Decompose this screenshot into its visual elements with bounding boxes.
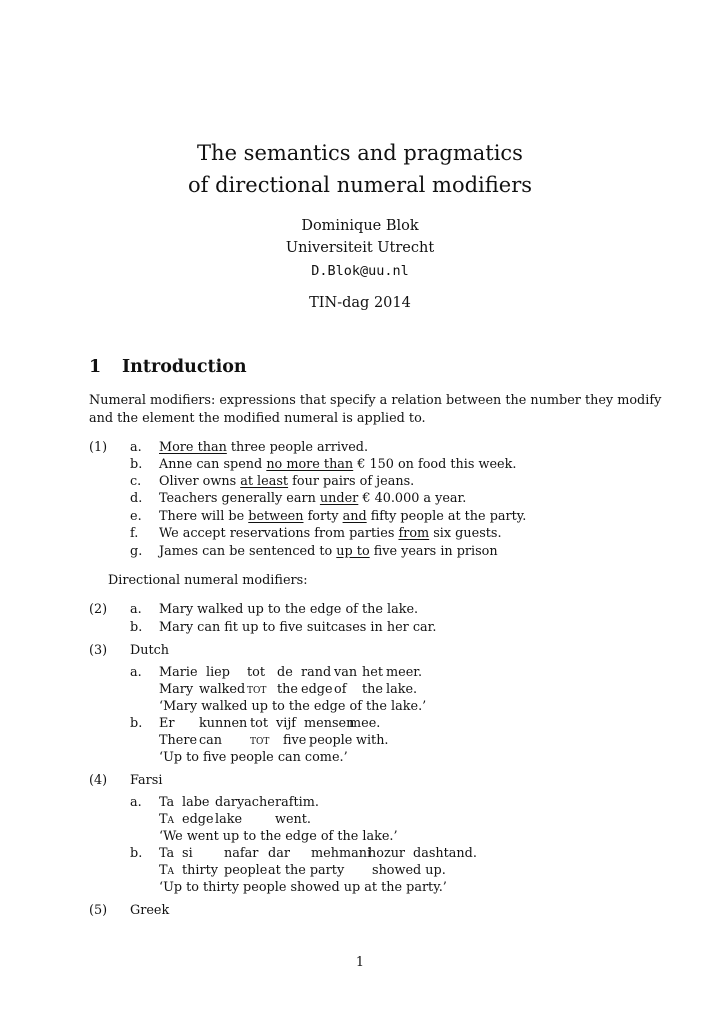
gloss-word: dashtand. <box>413 846 477 861</box>
language-label: Farsi <box>130 773 163 788</box>
event-name: TIN-dag 2014 <box>309 295 411 311</box>
gloss-translation: ‘Mary walked up to the edge of the lake.’ <box>159 699 427 714</box>
gloss-line <box>0 733 720 750</box>
gloss-word: van <box>334 665 358 680</box>
gloss-source-line <box>0 665 720 682</box>
example-number: (2) <box>89 602 108 617</box>
gloss-word: si <box>182 846 193 861</box>
language-label: Dutch <box>130 643 170 658</box>
example-number: (4) <box>89 773 108 788</box>
gloss-word: lake <box>215 812 243 827</box>
example-number: (3) <box>89 643 108 658</box>
gloss-word: people <box>309 733 353 748</box>
gloss-word: five <box>283 733 307 748</box>
gloss-line <box>0 682 720 699</box>
example-sentence: James can be sentenced to up to five years in prison <box>159 544 498 559</box>
gloss-word: hozur <box>368 846 406 861</box>
gloss-word: of <box>334 682 347 697</box>
intro-line-1: Numeral modifiers: expressions that specify a relation between the number they modify <box>89 393 662 408</box>
gloss-word: Er <box>159 716 175 731</box>
gloss-word: liep <box>206 665 230 680</box>
gloss-word: kunnen <box>199 716 248 731</box>
gloss-word: tot <box>250 716 268 731</box>
gloss-word: the <box>362 682 383 697</box>
gloss-word: de <box>277 665 293 680</box>
example-letter: a. <box>130 795 142 810</box>
example-letter: b. <box>130 457 143 472</box>
example-letter: b. <box>130 716 143 731</box>
example-letter: a. <box>130 440 142 455</box>
example-letter: g. <box>130 544 143 559</box>
gloss-word: labe <box>182 795 210 810</box>
example-letter: a. <box>130 602 142 617</box>
gloss-word: walked <box>199 682 246 697</box>
gloss-word: Ta <box>159 846 175 861</box>
gloss-word: There <box>159 733 198 748</box>
page-number: 1 <box>355 955 365 970</box>
paper-title-line-1: The semantics and pragmatics <box>197 141 523 165</box>
language-label: Greek <box>130 903 170 918</box>
section-title: Introduction <box>122 357 247 377</box>
gloss-word: with. <box>356 733 389 748</box>
gloss-word: Ta <box>159 795 175 810</box>
gloss-word: dar <box>268 846 290 861</box>
example-letter: e. <box>130 509 142 524</box>
gloss-word: can <box>199 733 223 748</box>
gloss-word: lake. <box>386 682 418 697</box>
paper-title-line-2: of directional numeral modifiers <box>187 173 533 197</box>
gloss-word: meer. <box>386 665 423 680</box>
gloss-word: nafar <box>224 846 259 861</box>
example-letter: c. <box>130 474 142 489</box>
gloss-word: mehmani <box>311 846 372 861</box>
gloss-word: the <box>277 682 298 697</box>
gloss-word: went. <box>275 812 311 827</box>
example-sentence: Mary walked up to the edge of the lake. <box>159 602 419 617</box>
gloss-translation: ‘Up to thirty people showed up at the party.’ <box>159 880 447 895</box>
intro-line-2: and the element the modified numeral is applied to. <box>89 411 426 426</box>
author-email: D.Blok@uu.nl <box>311 263 409 279</box>
author-name: Dominique Blok <box>301 218 419 234</box>
directional-label: Directional numeral modifiers: <box>108 573 308 588</box>
gloss-word: at the party <box>268 863 345 878</box>
example-number: (5) <box>89 903 108 918</box>
gloss-source-line <box>0 795 720 812</box>
example-sentence: Mary can fit up to five suitcases in her car. <box>159 620 437 635</box>
example-number: (1) <box>89 440 108 455</box>
example-sentence: There will be between forty and fifty people at the party. <box>159 509 527 524</box>
gloss-source-line <box>0 846 720 863</box>
gloss-word: het <box>362 665 383 680</box>
gloss-word: rand <box>301 665 332 680</box>
gloss-word: mensen <box>304 716 355 731</box>
example-letter: d. <box>130 491 143 506</box>
gloss-word: edge <box>301 682 333 697</box>
gloss-word: tot <box>250 733 270 748</box>
gloss-word: Marie <box>159 665 198 680</box>
example-sentence: Oliver owns at least four pairs of jeans. <box>159 474 415 489</box>
section-number: 1 <box>89 357 102 377</box>
example-letter: b. <box>130 846 143 861</box>
gloss-line <box>0 812 720 829</box>
gloss-word: raftim. <box>275 795 319 810</box>
gloss-word: thirty <box>182 863 218 878</box>
gloss-word: daryache <box>215 795 275 810</box>
example-sentence: Teachers generally earn under € 40.000 a year. <box>159 491 467 506</box>
example-letter: a. <box>130 665 142 680</box>
gloss-word: tot <box>247 665 265 680</box>
example-letter: b. <box>130 620 143 635</box>
example-letter: f. <box>130 526 139 541</box>
example-sentence: Anne can spend no more than € 150 on food this week. <box>159 457 517 472</box>
gloss-translation: ‘Up to five people can come.’ <box>159 750 348 765</box>
example-sentence: We accept reservations from parties from six guests. <box>159 526 502 541</box>
gloss-translation: ‘We went up to the edge of the lake.’ <box>159 829 398 844</box>
gloss-word: people <box>224 863 268 878</box>
gloss-word: showed up. <box>372 863 446 878</box>
gloss-word: Mary <box>159 682 194 697</box>
author-affiliation: Universiteit Utrecht <box>285 240 435 256</box>
gloss-word: mee. <box>349 716 381 731</box>
gloss-word: Ta <box>159 863 175 878</box>
gloss-word: vijf <box>276 716 297 731</box>
gloss-word: tot <box>247 682 267 697</box>
gloss-word: Ta <box>159 812 175 827</box>
gloss-word: edge <box>182 812 214 827</box>
gloss-line <box>0 863 720 880</box>
example-sentence: More than three people arrived. <box>159 440 369 455</box>
gloss-source-line <box>0 716 720 733</box>
